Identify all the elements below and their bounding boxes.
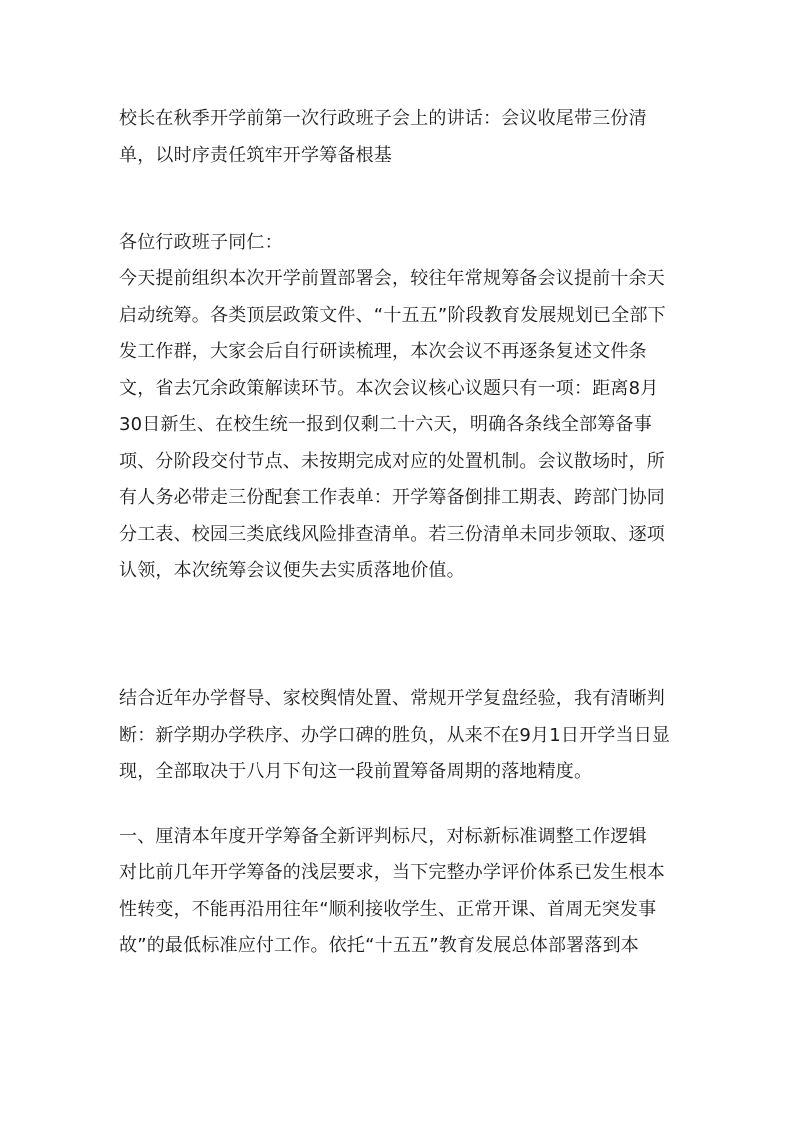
body-paragraph-1: 今天提前组织本次开学前置部署会，较往年常规筹备会议提前十余天启动统筹。各类顶层政策文件、“十五五”阶段教育发展规划已全部下发工作群，大家会后自行研读梳理，本次会议不再逐条复述文件条文，省去冗余政策解读环节。本次会议核心议题只有一项：距离8月30日新生、在校生统一报到仅剩二十六天，明确各条线全部筹备事项、分阶段交付节点、未按期完成对应的处置机制。会议散场时，所有人务必带走三份配套工作表单：开学筹备倒排工期表、跨部门协同分工表、校园三类底线风险排查清单。若三份清单未同步领取、逐项认领，本次统筹会议便失去实质落地价值。: [119, 268, 666, 581]
document-title: 校长在秋季开学前第一次行政班子会上的讲话：会议收尾带三份清单，以时序责任筑牢开学筹备根基: [119, 108, 647, 166]
section-heading-1: 一、厘清本年度开学筹备全新评判标尺，对标新标准调整工作逻辑: [119, 826, 647, 847]
section-paragraph-1: 对比前几年开学筹备的浅层要求，当下完整办学评价体系已发生根本性转变，不能再沿用往年“顺利接收学生、正常开课、首周无突发事故”的最低标准应付工作。依托“十五五”教育发展总体部署落到本: [119, 862, 665, 956]
body-paragraph-2: 结合近年办学督导、家校舆情处置、常规开学复盘经验，我有清晰判断：新学期办学秩序、办学口碑的胜负，从来不在9月1日开学当日显现，全部取决于八月下旬这一段前置筹备周期的落地精度。: [119, 688, 671, 782]
salutation: 各位行政班子同仁：: [119, 232, 283, 253]
